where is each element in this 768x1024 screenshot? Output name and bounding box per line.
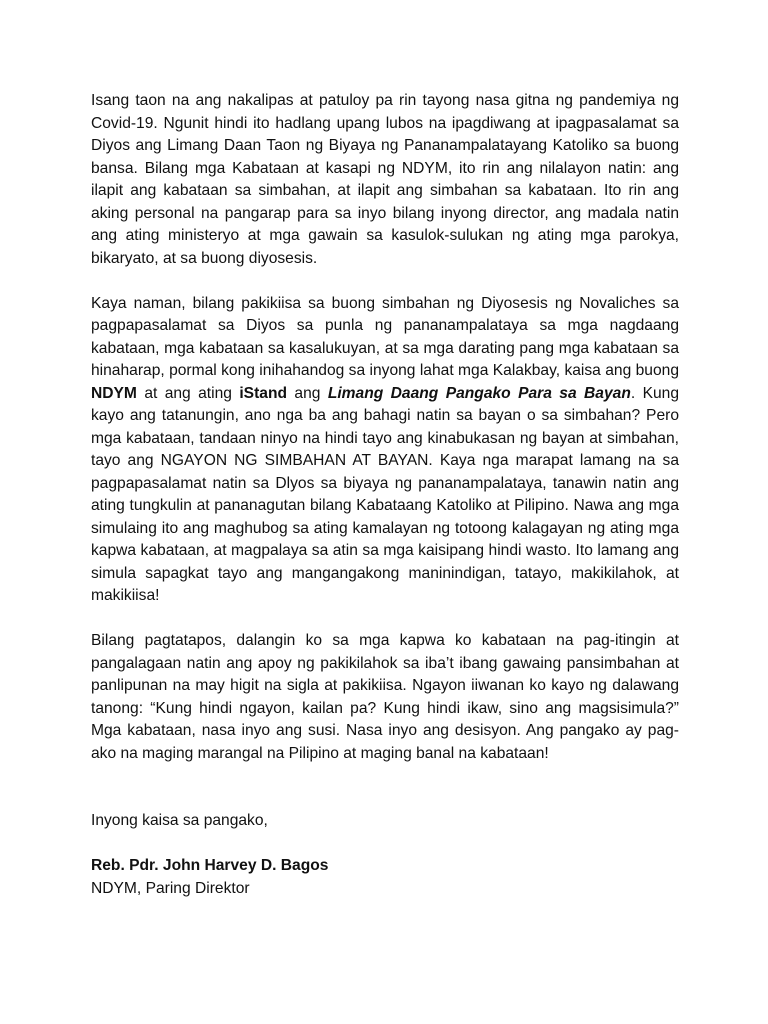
signature-role: NDYM, Paring Direktor	[91, 879, 250, 897]
paragraph-pledge-text-1: Kaya naman, bilang pakikiisa sa buong simbahan ng Diyosesis ng Novaliches sa pagpapasalamat sa Diyos sa punla ng pananampalataya sa mga nagdaang kabataan, mga kabataan sa kasalukuyan, at sa mga darating pang mga kabataan sa hinaharap, pormal kong inihahandog sa inyong lahat mga Kalakbay, kaisa ang buong	[91, 294, 679, 379]
paragraph-pledge-text-2: at ang ating	[136, 384, 240, 402]
pledge-title-emphasis: Limang Daang Pangako Para sa Bayan	[327, 384, 631, 402]
paragraph-intro: Isang taon na ang nakalipas at patuloy pa rin tayong nasa gitna ng pandemiya ng Covid-19. Ngunit hindi ito hadlang upang lubos na ipagdiwang at ipagpasalamat sa Diyos ang Limang Daan Taon ng Biyaya ng Pananampalatayang Katoliko sa buong bansa. Bilang mga Kabataan at kasapi ng NDYM, ito rin ang nilalayon natin: ang ilapit ang kabataan sa simbahan, at ilapit ang simbahan sa kabataan. Ito rin ang aking personal na pangarap para sa inyo bilang inyong director, ang madala natin ang ating ministeryo at mga gawain sa kasulok-sulukan ng ating mga parokya, bikaryato, at sa buong diyosesis.	[91, 92, 679, 267]
paragraph-pledge	[91, 293, 679, 608]
signature-name: Reb. Pdr. John Harvey D. Bagos	[91, 857, 329, 874]
paragraph-conclusion: Bilang pagtatapos, dalangin ko sa mga kapwa ko kabataan na pag-itingin at pangalagaan natin ang apoy ng pakikilahok sa iba’t ibang gawaing pansimbahan at panlipunan na may higit na sigla at pakikiisa. Ngayon iiwanan ko kayo ng dalawang tanong: “Kung hindi ngayon, kailan pa? Kung hindi ikaw, sino ang magsisimula?” Mga kabataan, nasa inyo ang susi. Nasa inyo ang desisyon. Ang pangako ay pag-ako na maging marangal na Pilipino at maging banal na kabataan!	[91, 632, 679, 762]
paragraph-pledge-text-3: ang	[287, 384, 328, 402]
closing-line: Inyong kaisa sa pangako,	[91, 812, 268, 829]
istand-bold: iStand	[239, 384, 287, 402]
paragraph-pledge-text-4: . Kung kayo ang tatanungin, ano nga ba ang bahagi natin sa bayan o sa simbahan? Pero mga kabataan, tandaan ninyo na hindi tayo ang kinabukasan ng bayan at simbahan, tayo ang NGAYON NG SIMBAHAN AT BAYAN. Kaya nga marapat lamang na sa pagpapasalamat natin sa Dlyos sa biyaya ng pananampalataya, tanawin natin ang ating tungkulin at pananagutan bilang Kabataang Katoliko at Pilipino. Nawa ang mga simulaing ito ang maghubog sa ating kamalayan ng totoong kalagayan ng ating mga kapwa kabataan, at magpalaya sa atin sa mga kaisipang hindi wasto. Ito lamang ang simula sapagkat tayo ang mangangakong maninindigan, tatayo, makikilahok, at makikiisa!	[91, 384, 679, 604]
ndym-bold: NDYM	[91, 384, 137, 402]
letter-body	[91, 90, 679, 900]
